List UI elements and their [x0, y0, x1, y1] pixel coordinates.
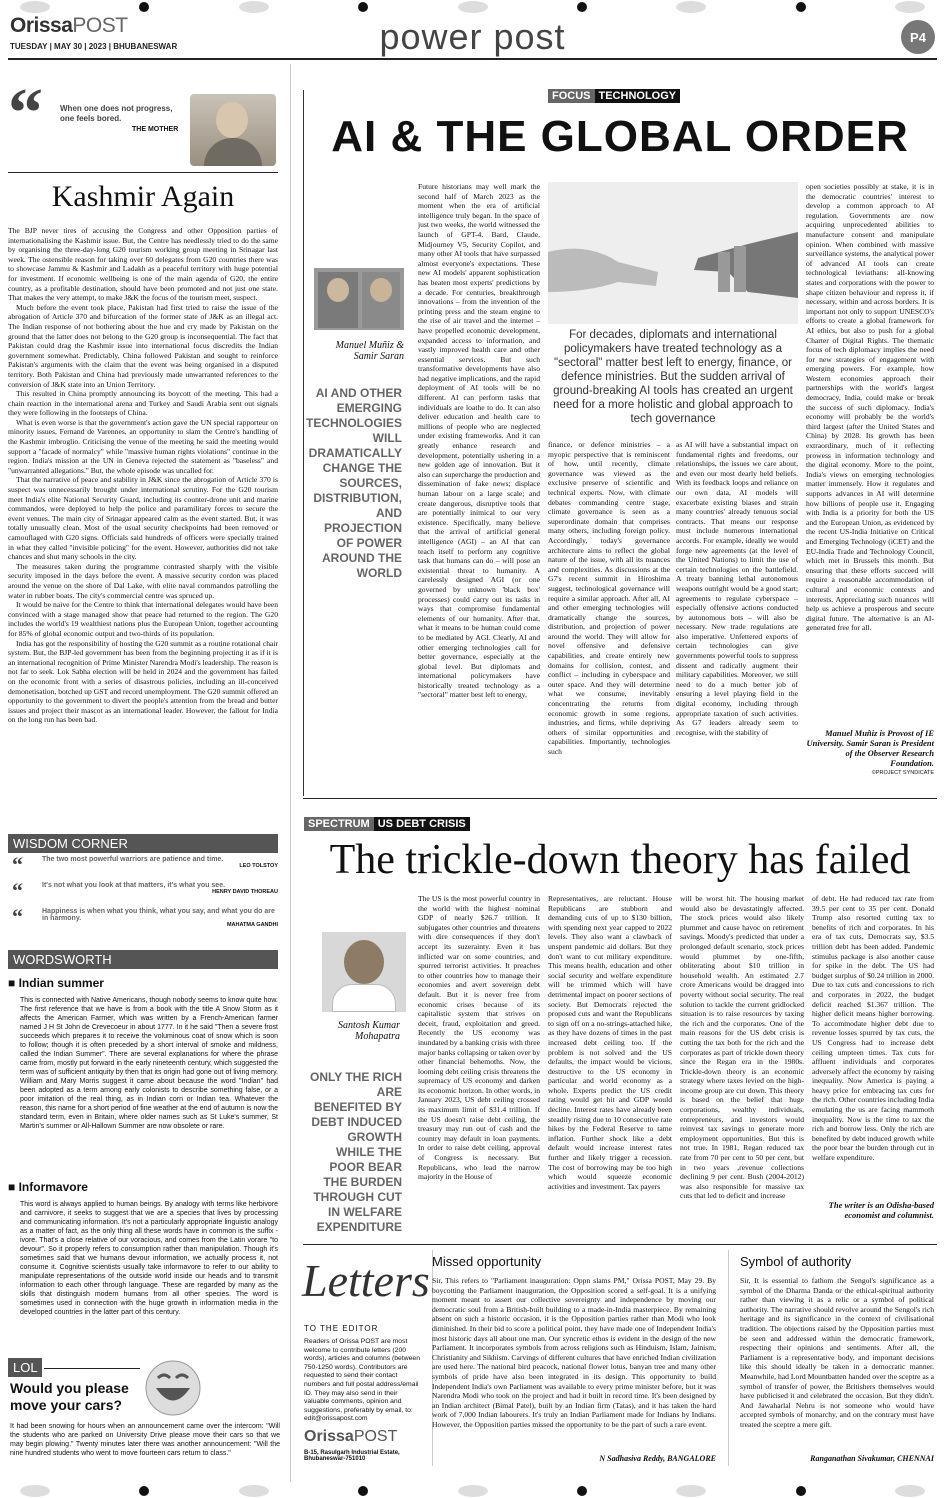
ai-image-caption: For decades, diplomats and international policymakers have treated technology as a "sectoral" matter best left to energy, finance, or defence ministries. But the sudden arrival of ground-breaking AI tools has created an urgent need for a more holistic and global approach to tech governance	[553, 329, 793, 425]
quote-icon: “	[8, 75, 43, 152]
letters-logo: OrissaPOST	[304, 1428, 398, 1445]
letters-title: Letters	[302, 1255, 430, 1306]
quote-icon: “	[12, 904, 23, 929]
letter-2-title: Symbol of authority	[740, 1254, 852, 1269]
editorial-para: This resulted in China promptly announcing its boycott of the meeting. This had a chain reaction in the international arena and Turkey and Saudi Arabia sent out signals they were following in the footsteps of China.	[8, 389, 278, 418]
ai-col-3: as AI will have a substantial impact on fundamental rights and freedoms, our relationships, the issues we care about, and even our most dearly held beliefs. With its feedback loops and reliance on our own data, AI models will exacerbate existing biases and strain many countries' already tenuous social contracts. That means our response must include numerous international accords. For example, ideally we would forge new agreements (at the level of the United Nations) to limit the use of certain technologies on the battlefield. A treaty banning lethal autonomous weapons outright would be a good start; agreements to regulate cyberspace – especially offensive actions conducted by autonomous bots – will also be necessary. New trade regulations are also imperative. Unfettered exports of certain technologies can give governments powerful tools to suppress dissent and radically augment their military capabilities. Moreover, we still need to do a much better job of ensuring a level playing field in the digital economy, including through appropriate taxation of such activities. As G7 leaders already seem to recognise, with the stability of	[676, 440, 798, 737]
letters-info: Readers of Orissa POST are most welcome to contribute letters (200 words), articles and columns (between 750-1250 words). Contributors are requested to send their contact numbers and full postal address/email ID. They may also send in their valuable comments, opinion and suggestions, preferably by email, to: edit@orissapost.com	[304, 1338, 420, 1423]
laughing-face-icon	[142, 1358, 204, 1418]
ai-col-4: open societies possibly at stake, it is in the democratic countries' interest to develop a common approach to AI regulation. Governments are now acquiring unprecedented abilities to manufacture consent and manipulate opinion. When combined with massive surveillance systems, the analytical power of advanced AI tools can create technological leviathans: all-knowing states and corporations with the power to shape citizen behaviour and repress it, if necessary, within and across borders. It is important not only to support UNESCO's efforts to create a global framework for AI ethics, but also to push for a global Charter of Digital Rights. The thematic focus of tech diplomacy implies the need for new strategies of engagement with emerging powers. For example, how Western economies approach their partnerships with the world's largest democracy, India, could make or break the success of such diplomacy. India's economy will probably be the world's third largest (after the United States and China) by 2028. Its growth has been extraordinary, much of it reflecting prowess in information technology and the digital economy. More to the point, India's views on emerging technologies matter immensely. How it regulates and supports advances in AI will determine how billions of people use it. Engaging with India is a priority for both the US and the European Union, as evidenced by the recent US-India Initiative on Critical and Emerging Technology (iCET) and the EU-India Trade and Technology Council, which met in Brussels this month. But ensuring that these efforts succeed will require a reasonable accommodation of cultural and economic contexts and interests. Appreciating such nuances will help us achieve a prosperous and secure digital future. The alternative is an AI-generated free for all.	[806, 182, 934, 633]
quote-icon: “	[12, 878, 23, 903]
word-definition: This is connected with Native Americans, though nobody seems to know quite how. The first reference that we have is from a book with the title A Snow Storm as it affects the American Farmer, which was written by a French-American farmer named J H St John de Crevecoeur in about 1777. In it he said "Then a severe frost succeeds which prepares it to receive the voluminous coat of snow which is soon to follow; though it is often preceded by a short interval of smoke and mildness, called the Indian Summer". There are several explanations for where the phrase came from, mostly put forward in the early nineteenth century, which suggested the term was of sufficient antiquity by then that its origin had gone out of living memory. William and Mary Morris suggest it came about because the word "Indian" had been adopted as a term among early colonists to describe something false, or a poor imitation of the real thing, as in Indian corn or Indian tea. Whatever the reason, this name for a short period of fine weather at the end of autumn is now the standard term, even in Britain, where older names such as St Luke's summer, St Martin's summer or All-Hallown Summer are now obsolete or rare.	[20, 997, 278, 1130]
wisdom-list	[8, 852, 278, 942]
letter-1-title: Missed opportunity	[432, 1254, 542, 1269]
letter-1-body: Sir, This refers to "Parliament inauguration: Oppn slams PM," Orissa POST, May 29. By boycotting the Parliament inauguration, the Opposition scored a self-goal. It is a unifying moment meant to assert our collective sovereignty and independence by moving our democratic soul from a British-built building to a made-in-India masterpiece. By remaining absent on such a historic occasion, it is the Opposition parties rather than Modi who look diminished. In their bid to score a political point, they have made one of Independent India's most historic days all about one man. Our syncretic ethos is evident in the design of the new Parliament. It incorporates symbols from across religions such as Hinduism, Islam, Jainism, Christianity and Sikhism. Carvings of different cultures that have enriched Indian civilization are used here. The national bird peacock, national flower lotus, banyan tree and many other symbols of pride have also been integrated in its design. This opportunity to build Independent India's own Parliament was available to every prime minister before, but it was Narendra Modi who took on the project and had it built in record time. It's been designed by an Indian architect (Bimal Patel), built by an Indian firm (Tatas), and it has taken the hard work of 7,000 Indian labourers. It's truly an Indian Parliament made for Indians by Indians. However, the Opposition parties missed the opportunity to be the part of such a rare event.	[432, 1276, 716, 1429]
debt-author-photo	[322, 932, 406, 1012]
ai-headline: AI & THE GLOBAL ORDER	[331, 112, 909, 161]
lol-text: It had been snowing for hours when an announcement came over the intercom: "Will the students who are parked on University Drive please move their cars so that we may begin plowing." Twenty minutes later there was another announcement: "Will the nine hundred students who went to move fourteen cars return to class."	[10, 1423, 280, 1457]
ai-col-2: finance, or defence ministries – a myopic perspective that is reminiscent of how, until recently, climate governance was viewed as the exclusive preserve of scientific and technical experts. Now, with climate debates commanding centre stage, climate governance is seen as a superordinate domain that comprises many others, including foreign policy. Accordingly, today's governance architecture aims to reflect the global nature of the issue, with all its nuances and complexities. As discussions at the G7's recent summit in Hiroshima suggest, technological governance will require a similar approach. After all, AI and other emerging technologies will dramatically change the sources, distribution, and projection of power around the world. They will allow for novel offensive and defensive capabilities, and create entirely new domains for collision, contest, and conflict – including in cyberspace and outer space. And they will determine what we consume, inevitably concentrating the returns from economic growth in some regions, industries, and firms, while depriving others of similar opportunities and capabilities. Importantly, technologies such	[548, 440, 670, 756]
quote-text: When one does not progress, one feels bored.	[60, 104, 173, 123]
quote-author: THE MOTHER	[132, 126, 179, 133]
ai-hands-image	[548, 182, 798, 324]
debt-author-bio: The writer is an Odisha-based economist and columnist.	[828, 1200, 934, 1220]
editorial-body	[8, 226, 278, 725]
wisdom-corner-header: WISDOM CORNER	[8, 834, 278, 853]
wisdom-item: “ Happiness is when what you think, what you say, and what you do are in harmony. MAHATMA GANDHI	[12, 904, 278, 929]
section-title: power post	[379, 16, 566, 57]
quote-icon: “	[12, 852, 23, 877]
debt-pullquote: ONLY THE RICH ARE BENEFITED BY DEBT INDUCED GROWTH WHILE THE POOR BEAR THE BURDEN THROUGH CUT IN WELFARE EXPENDITURE	[310, 1070, 403, 1234]
author-portrait	[190, 94, 276, 166]
page-number: P4	[901, 20, 935, 54]
editorial-para: The measures taken during the programme contrasted sharply with the visible security imposed in the days before the event. A massive security cordon was placed around the venue on the shore of Dal Lake, with elite naval commandos patrolling the water in rubber boats. The city's commercial centre was spruced up.	[8, 561, 278, 600]
letter-2-body: Sir, It is essential to fathom the Sengol's significance as a symbol of the Dharma Danda or the ethical-spiritual authority rather than viewing it as a relic or a symbol of political authority. The narrative should revolve around the Sengol's rich heritage and its significance in the context of civilisational tradition. The objections raised by the Opposition parties must be seen and addressed within the democratic framework, respecting their opinions and sentiments. After all, the Parliament is a representative body, and important decisions like this should ideally be taken in a democratic manner. Meanwhile, had Lord Mountbatten handed over the sceptre as a symbol of transfer of power, the Britishers themselves would have publicised it and celebrated the occasion. But they didn't. And Jawaharlal Nehru is not someone who would have accepted symbols of monarchy, and on the contrary must have treated the sceptre a mere gift.	[740, 1276, 934, 1429]
masthead-date: TUESDAY | MAY 30 | 2023 | BHUBANESWAR	[10, 42, 178, 51]
author-photos	[314, 268, 404, 330]
wisdom-item: “ It's not what you look at that matters, it's what you see. HENRY DAVID THOREAU	[12, 878, 278, 903]
debt-headline: The trickle-down theory has failed	[329, 837, 911, 883]
editorial-title: Kashmir Again	[51, 180, 235, 213]
ai-col-1: Future historians may well mark the second half of March 2023 as the moment when the era of artificial intelligence truly began. In the space of just two weeks, the world witnessed the launch of GPT-4, Bard, Claude, Midjourney V5, Security Copilot, and many other AI tools that have surpassed almost everyone's expectations. These new AI models' apparent sophistication has beaten most experts' predictions by a decade. For centuries, breakthrough innovations – from the invention of the printing press and the steam engine to the rise of air travel and the internet – have propelled economic development, expanded access to information, and vastly improved health care and other essential services. But such transformative developments have also had negative implications, and the rapid deployment of AI tools will be no different. AI can perform tasks that individuals are loathe to do. It can also deliver education and health care to millions of people who are neglected under existing frameworks. And it can greatly enhance research and development, potentially ushering in a new golden age of innovation. But it also can supercharge the production and dissemination of fake news; displace human labour on a large scale; and create dangerous, disruptive tools that are potentially inimical to our very existence. Specifically, many believe that the arrival of artificial general intelligence (AGI) – an AI that can teach itself to perform any cognitive task that humans can do – will pose an existential threat to humanity. A carelessly designed AGI (or one governed by unknown 'black box' processes) could carry out its tasks in ways that compromise fundamental elements of our humanity. After that, what it means to be human could come to be mediated by AGI. Clearly, AI and other emerging technologies call for better governance, especially at the global level. But diplomats and international policymakers have historically treated technology as a "sectoral" matter best left to energy,	[418, 182, 540, 700]
debt-col-3: will be worst hit. The housing market would also be devastatingly affected. The stock prices would also likely plummet and cause havoc on retirement savings. Moody's predicted that under a prolonged default scenario, stock prices would plummet by one-fifth, obliterating about $10 trillion in household wealth. An estimated 2.7 crore Americans would be dragged into poverty without social security. The real solution to tackle the current gridlocked situation is to raise resources by taxing the rich and the corporates. One of the main reasons for the US debt crisis is cutting the tax both for the rich and the corporates as part of trickle down theory since the Regan era in the 1980s. Trickle-down theory is an economic strategy where taxes levied on the high-income group are cut down. This theory is based on the belief that huge corporations, wealthy individuals, entrepreneurs, and investors would reinvest tax savings to generate more employment opportunities. But this is not true. In 1981, Regan reduced tax rate from 70 per cent to 50 per cent, but in two years ,revenue collections declining 9 per cent. Bush (2004-2012) was also responsible for massive tax cuts that led to deficit and increase	[680, 894, 804, 1201]
ai-authors: Manuel Muñiz & Samir Saran	[335, 340, 404, 362]
bottom-registration-marks	[0, 1484, 945, 1498]
debt-tags: SPECTRUM US DEBT CRISIS	[304, 814, 470, 832]
letter-1-byline: N Sadhasiva Reddy, BANGALORE	[599, 1454, 716, 1463]
ai-credit: ©PROJECT SYNDICATE	[871, 770, 934, 776]
wisdom-item: “ The two most powerful warriors are patience and time. LEO TOLSTOY	[12, 852, 278, 877]
word-heading: ■ Indian summer	[8, 976, 104, 990]
letters-address: B-15, Rasulgarh Industrial Estate, Bhubaneswar-751010	[304, 1450, 400, 1462]
letters-subtitle: TO THE EDITOR	[304, 1324, 379, 1333]
debt-col-1: The US is the most powerful country in the world with the highest nominal GDP of nearly $26.7 trillion. It subjugates other countries and threatens with dire consequences if they don't accept its suzerainty. Even it has inflicted war on some countries, and spurred terrorist activities. It preaches to other countries how to manage their economies and avert sovereign debt default. But it is never free from economic crises because of its capitalistic system that strives on deceit, fraud, exploitation and greed. Recently the US economy was inundated by a banking crisis with three major banks collapsing or taken over by other financial behemoths. Now, the looming debt ceiling crisis threatens the supremacy of US economy and darken its economic horizon. In other words, in January 2023, US debt ceiling crossed its maximum limit of $31.4 trillion. If the US doesn't raise debt ceiling, the treasury may run out of cash and the country may default in loan payments. In order to raise debt ceiling, approval of Congress is necessary. But Republicans, who lead the narrow majority in the House of	[418, 894, 540, 1182]
word-definition: This word is always applied to human beings. By analogy with terms like herbivore and carnivore, it seeks to suggest that we are a species that lives by processing and communicating information. It's not a particularly appropriate linguistic analogy as a matter of fact, as the only thing all these words have in common is the suffix -ivore. That's a close relative of our voracious, and comes from the Latin vorare "to devour". So it properly refers to consumption rather than manipulation. Though it's sometimes said that we humans devour information, we actually process it, not consume it. Cognitive scientists usually take informavore to refer to our ability to manipulate representations of the outside world inside our heads and to transmit information to each other through language. These are regarded by many as the skills that distinguish modern humans from all other species. The word is sometimes used in connection with the huge growth in information media in the developed countries in the latter part of this century.	[20, 1201, 278, 1316]
editorial-para: Much before the event took place, Pakistan had first tried to raise the issue of the abrogation of Article 370 and bifurcation of the former state of J&K as an illegal act. The Indian response of not bothering about the hue and cry made by Pakistan on the ground that the latter does not belong to the G20 group is inconsequential. The fact that Pakistan could drag the Kashmir issue into international focus discredits the Indian government somewhat. Predictably, China followed Pakistan and sought to reinforce Pakistan's arguments with the claim that the event was being organised in a disputed territory. Both Pakistan and China had previously made unwarranted references to the conversion of J&K state into an Union Territory.	[8, 302, 278, 389]
lol-tag: LOL	[8, 1358, 42, 1377]
word-heading: ■ Informavore	[8, 1180, 88, 1194]
debt-col-2: Representatives, are reluctant. House Republicans are stubborn and demanding cuts of up to $130 billion, with spending next year capped to 2022 levels. They also want a clawback of unspent pandemic aid dollars. But they don't want to cut military expenditure. This means health, education and other social security and welfare expenditure will be trimmed which will have detrimental impact on poorer sections of society. But Democrats rejected the proposed cuts and want the Republicans to sign off on a no-strings-attached hike, as they have dozens of times in the past increased debt ceiling too. If the problem is not solved and the US defaults, the impact would be vicious, destructive to the US economy in particular and world economy as a whole. Experts predict the US credit rating would get hit and GDP would decline. Interest rates have already been steadily rising due to 10 consecutive rate hikes by the Federal Reserve to tame inflation. Further shock like a debt default would increase interest rates further and likely trigger a recession. The cost of borrowing may be too high which would squeeze economic activities and investment. Tax payers	[548, 894, 672, 1191]
ai-pullquote: AI AND OTHER EMERGING TECHNOLOGIES WILL DRAMATICALLY CHANGE THE SOURCES, DISTRIBUTION, AND PROJECTION OF POWER AROUND THE WORLD	[306, 386, 403, 580]
masthead-logo: OrissaPOST	[10, 14, 128, 37]
editorial-para: That the narrative of peace and stability in J&K since the abrogation of Article 370 is suspect was unnecessarily brought under international scrutiny. For the G20 tourism meet India's elite National Security Guard, including its counter-drone unit and marine commandos, were deployed to help the police and paramilitary forces to secure the event venues. The main city of Srinagar appeared calm as the event started. But, it was totally unusually clean. Most of the usual security checkpoints had been removed or camouflaged with G20 signs. Officials said hundreds of officers were specially trained in what they called "invisible policing" for the event. However, authorities did not take chances and shut many schools in the city.	[8, 475, 278, 562]
debt-author: Santosh Kumar Mohapatra	[338, 1020, 400, 1042]
editorial-para: The BJP never tires of accusing the Congress and other Opposition parties of internationalising the Kashmir issue. But, the Centre has needlessly tried to do the same by organising the three-day-long G20 tourism working group meeting in Srinagar last week. The ostensible reason for taking over 60 delegates from G20 countries there was to showcase Jammu & Kashmir and Ladakh as a peaceful territory with huge potential for investment. If economic wellbeing is one of the main agenda of G20, the entire country, as a profitable destination, should have been promoted and not just one state. That makes the very attempt, to make J&K the focus of the tourism meet, suspect.	[8, 226, 278, 303]
top-registration-marks	[0, 0, 945, 14]
editorial-para: It would be naive for the Centre to think that international delegates would have been convinced with a stage managed show that peace had returned to the region. The G20 includes the world's 19 wealthiest nations plus the European Union, together accounting for 85% of global economic output and two-thirds of its population.	[8, 600, 278, 638]
ai-author-bio: Manuel Muñiz is Provost of IE University. Samir Saran is President of the Observer Research Foundation.	[806, 728, 934, 768]
lol-title: Would you please move your cars?	[10, 1380, 129, 1413]
letter-2-byline: Ranganathan Sivakumar, CHENNAI	[810, 1454, 934, 1463]
ai-tags: FOCUS TECHNOLOGY	[548, 86, 680, 104]
masthead-rule	[8, 58, 937, 60]
editorial-para: What is even worse is that the government's action gave the UN special rapporteur on minority issues, Fernand de Varennes, an opportunity to slam the Centre's handling of the Kashmir imbroglio. Criticising the venue of the meeting he said the meeting would support a "facade of normalcy" while "massive human rights violations" continue in the region. India's mission at the UN in Geneva rejected the statement as "baseless" and "unwarranted allegations." But, the whole episode was uncalled for.	[8, 417, 278, 475]
editorial-para: India has got the responsibility of hosting the G20 summit as a routine rotational chair system. But, the BJP-led government has been from the beginning projecting it as if it is an international recognition of Prime Minister Narendra Modi's leadership. The reason is not far to seek. Lok Sabha election will be held in 2024 and the government has failed on the economic front with a series of disastrous policies, including an ill-conceived demonetisation, botched up GST and record unemployment. The G20 summit offered an opportunity to the government to divert the people's attention from the bread and butter issues and project their mascot as an international leader. However, the fallout for India on the long run has been bad.	[8, 638, 278, 725]
debt-col-4: of debt. He had reduced tax rate from 39.5 per cent to 35 per cent. Donald Trump also resorted cutting tax to benefits of rich and corporates. In his era of tax cuts, Democrats say, $3.5 trillion debt has been added. Pandemic stimulus package is also another cause for spike in the debt. The US had budget surplus of $0.24 trillion in 2000. Due to tax cuts and concessions to rich and corporates in 2022, the budget deficit reached $1.367 trillion. The higher deficit means higher borrowing. To accommodate higher debt due to revenue losses spurred by tax cuts, the US Congress had to increase debt ceiling umpteen times. Tax cuts for affluent individuals and corporates adversely affect the economy by raising inequality. Now America is paying a heavy price for embracing tax cuts for the rich. Other countries including India emulating the us are facing mammoth inequality. Now is the time to tax the rich and borrow less. Only the rich are benefited by debt induced growth while the poor bear the burden through cut in welfare expenditure.	[812, 894, 934, 1163]
wordsworth-header: WORDSWORTH	[8, 950, 278, 969]
